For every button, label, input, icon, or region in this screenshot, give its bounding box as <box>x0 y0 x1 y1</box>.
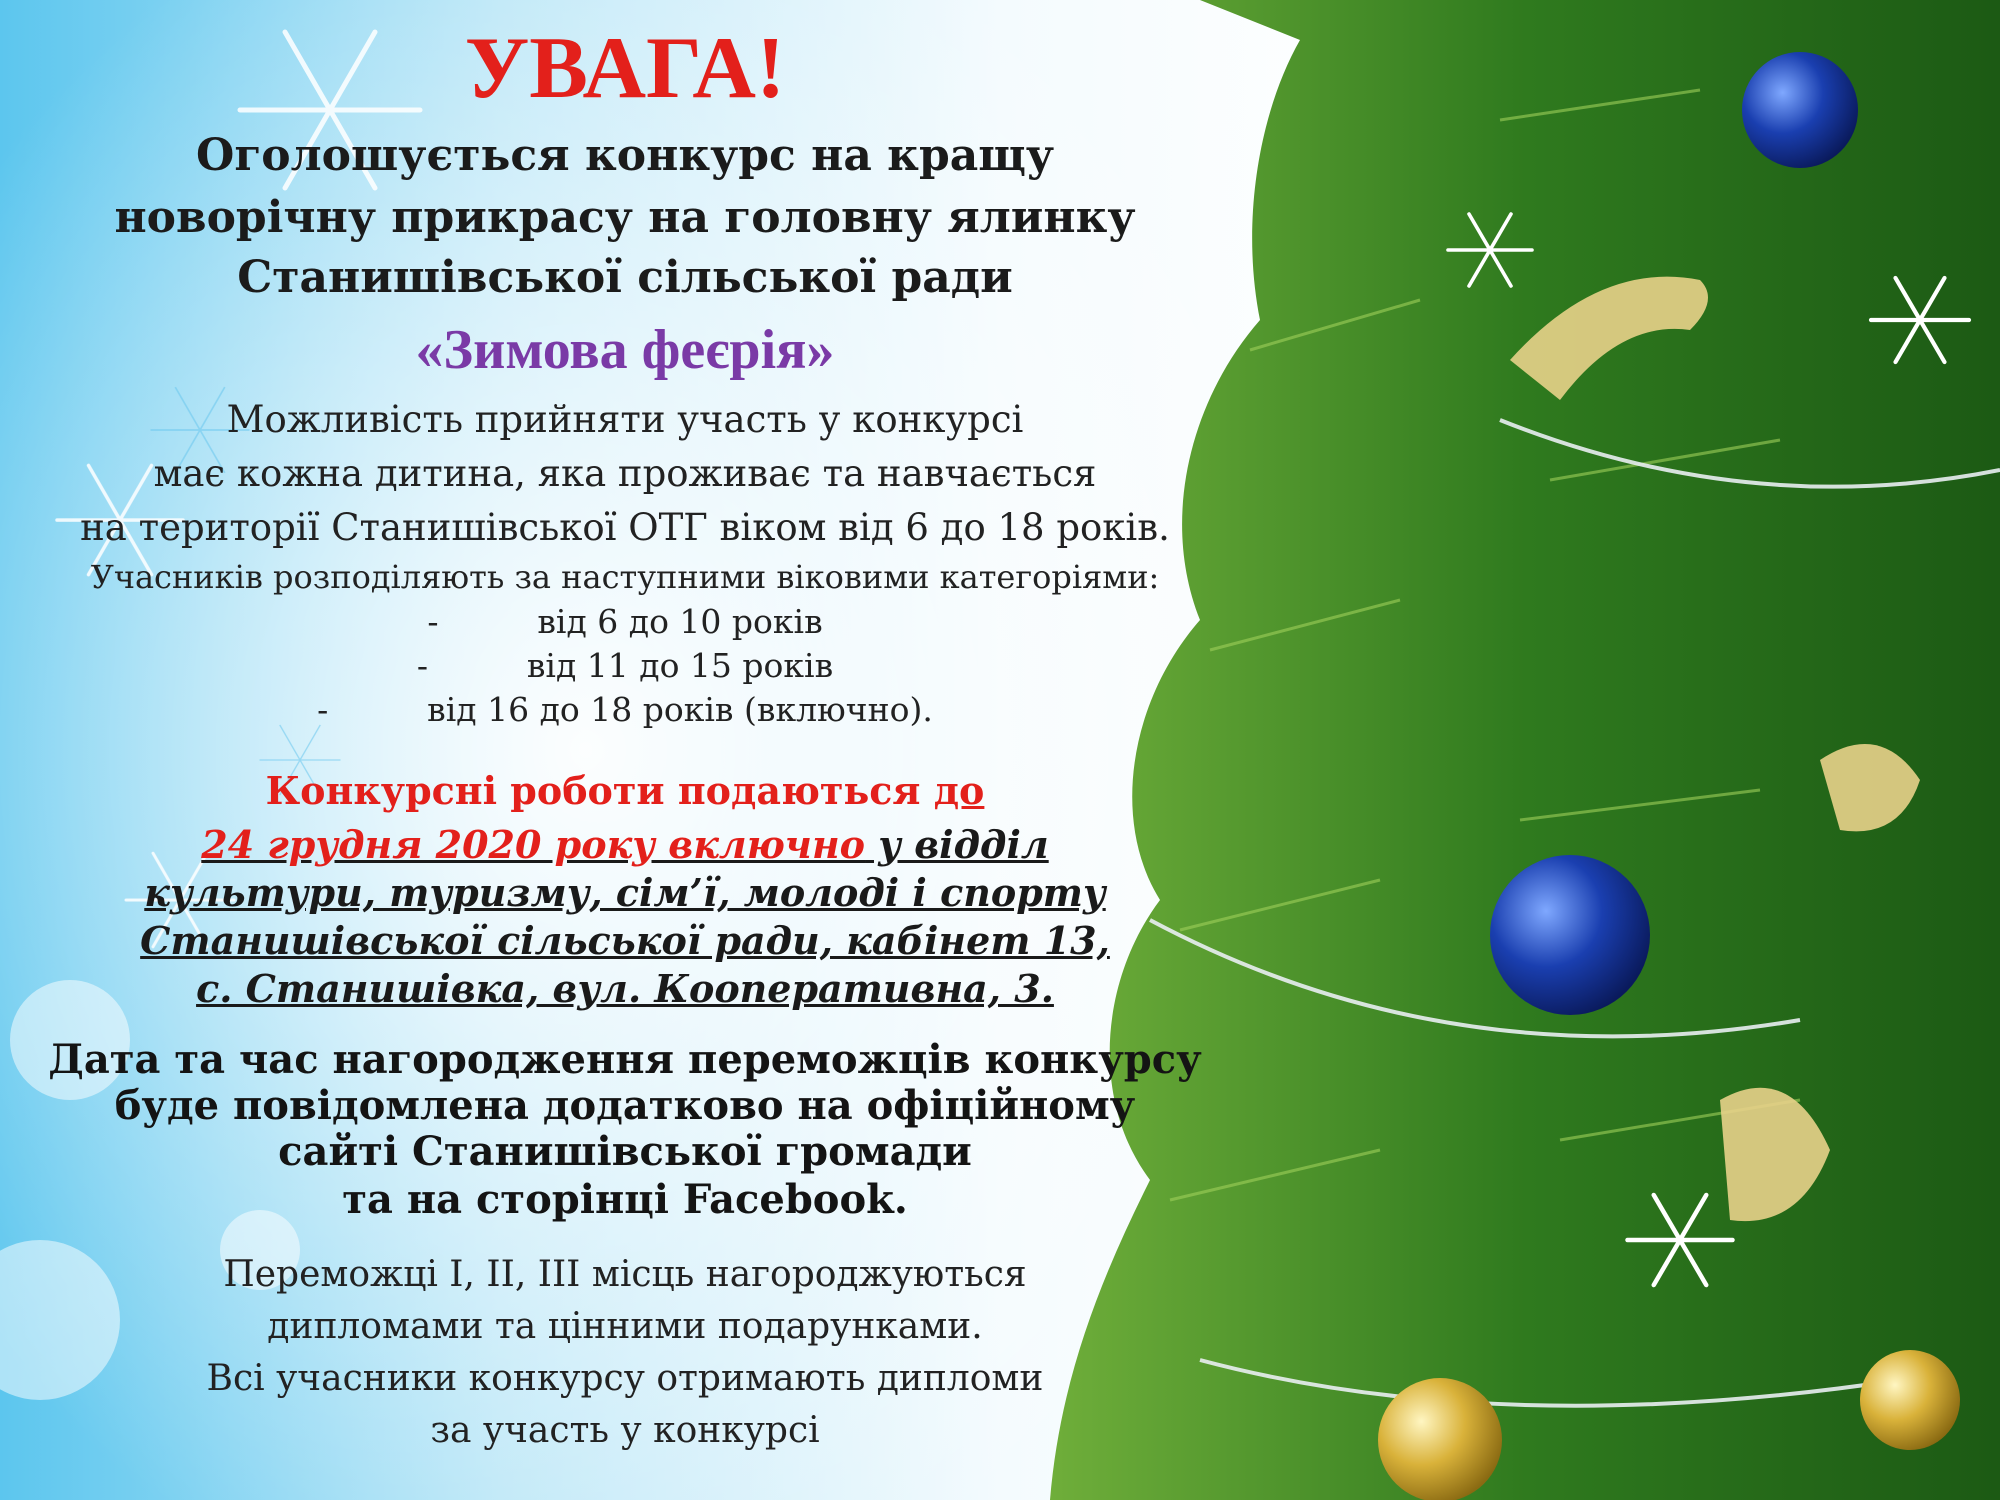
award-line-3: сайті Станишівської громади <box>278 1128 972 1175</box>
category-item <box>0 646 1250 685</box>
prizes-line-3: Всі учасники конкурсу отримають дипломи <box>206 1358 1044 1399</box>
submission-date-line <box>0 822 1250 867</box>
submission-lead-underlined: до <box>933 768 985 813</box>
submission-dept: у відділ <box>865 822 1049 867</box>
category-text: від 11 до 15 років <box>526 646 834 685</box>
award-line-4: та на сторінці Facebook. <box>342 1176 908 1223</box>
prizes-line-1: Переможці I, II, III місць нагороджуються <box>223 1254 1027 1295</box>
category-dash: - <box>427 602 439 641</box>
contest-title: «Зимова феєрія» <box>415 319 835 381</box>
eligibility-line-3: на території Станишівської ОТГ віком від 6 до 18 років. <box>80 506 1170 549</box>
address-line-2: Станишівської сільської ради, кабінет 13, <box>140 918 1110 963</box>
category-text: від 6 до 10 років <box>537 602 823 641</box>
award-line-2: буде повідомлена додатково на офіційному <box>114 1082 1136 1129</box>
eligibility-line-1: Можливість прийняти участь у конкурсі <box>226 398 1024 441</box>
submission-lead <box>0 768 1250 813</box>
intro-line-2: новорічну прикрасу на головну ялинку <box>114 192 1136 243</box>
prizes-line-4: за участь у конкурсі <box>430 1410 820 1451</box>
address-line-3: с. Станишівка, вул. Кооперативна, 3. <box>196 966 1054 1011</box>
category-item <box>0 602 1250 641</box>
category-dash: - <box>317 690 329 729</box>
award-line-1: Дата та час нагородження переможців конкурсу <box>48 1036 1202 1083</box>
categories-intro: Учасників розподіляють за наступними віковими категоріями: <box>90 558 1160 596</box>
address-line-1: культури, туризму, сім’ї, молоді і спорту <box>144 870 1106 915</box>
submission-lead-text: Конкурсні роботи подаються <box>265 768 934 813</box>
headline: УВАГА! <box>464 20 786 117</box>
submission-date: 24 грудня 2020 року включно <box>201 822 866 867</box>
category-item <box>0 690 1250 729</box>
category-dash: - <box>416 646 428 685</box>
prizes-line-2: дипломами та цінними подарунками. <box>267 1306 983 1347</box>
intro-line-1: Оголошується конкурс на кращу <box>196 130 1054 181</box>
category-text: від 16 до 18 років (включно). <box>427 690 933 729</box>
eligibility-line-2: має кожна дитина, яка проживає та навчається <box>153 452 1097 495</box>
intro-line-3: Станишівської сільської ради <box>237 252 1013 303</box>
